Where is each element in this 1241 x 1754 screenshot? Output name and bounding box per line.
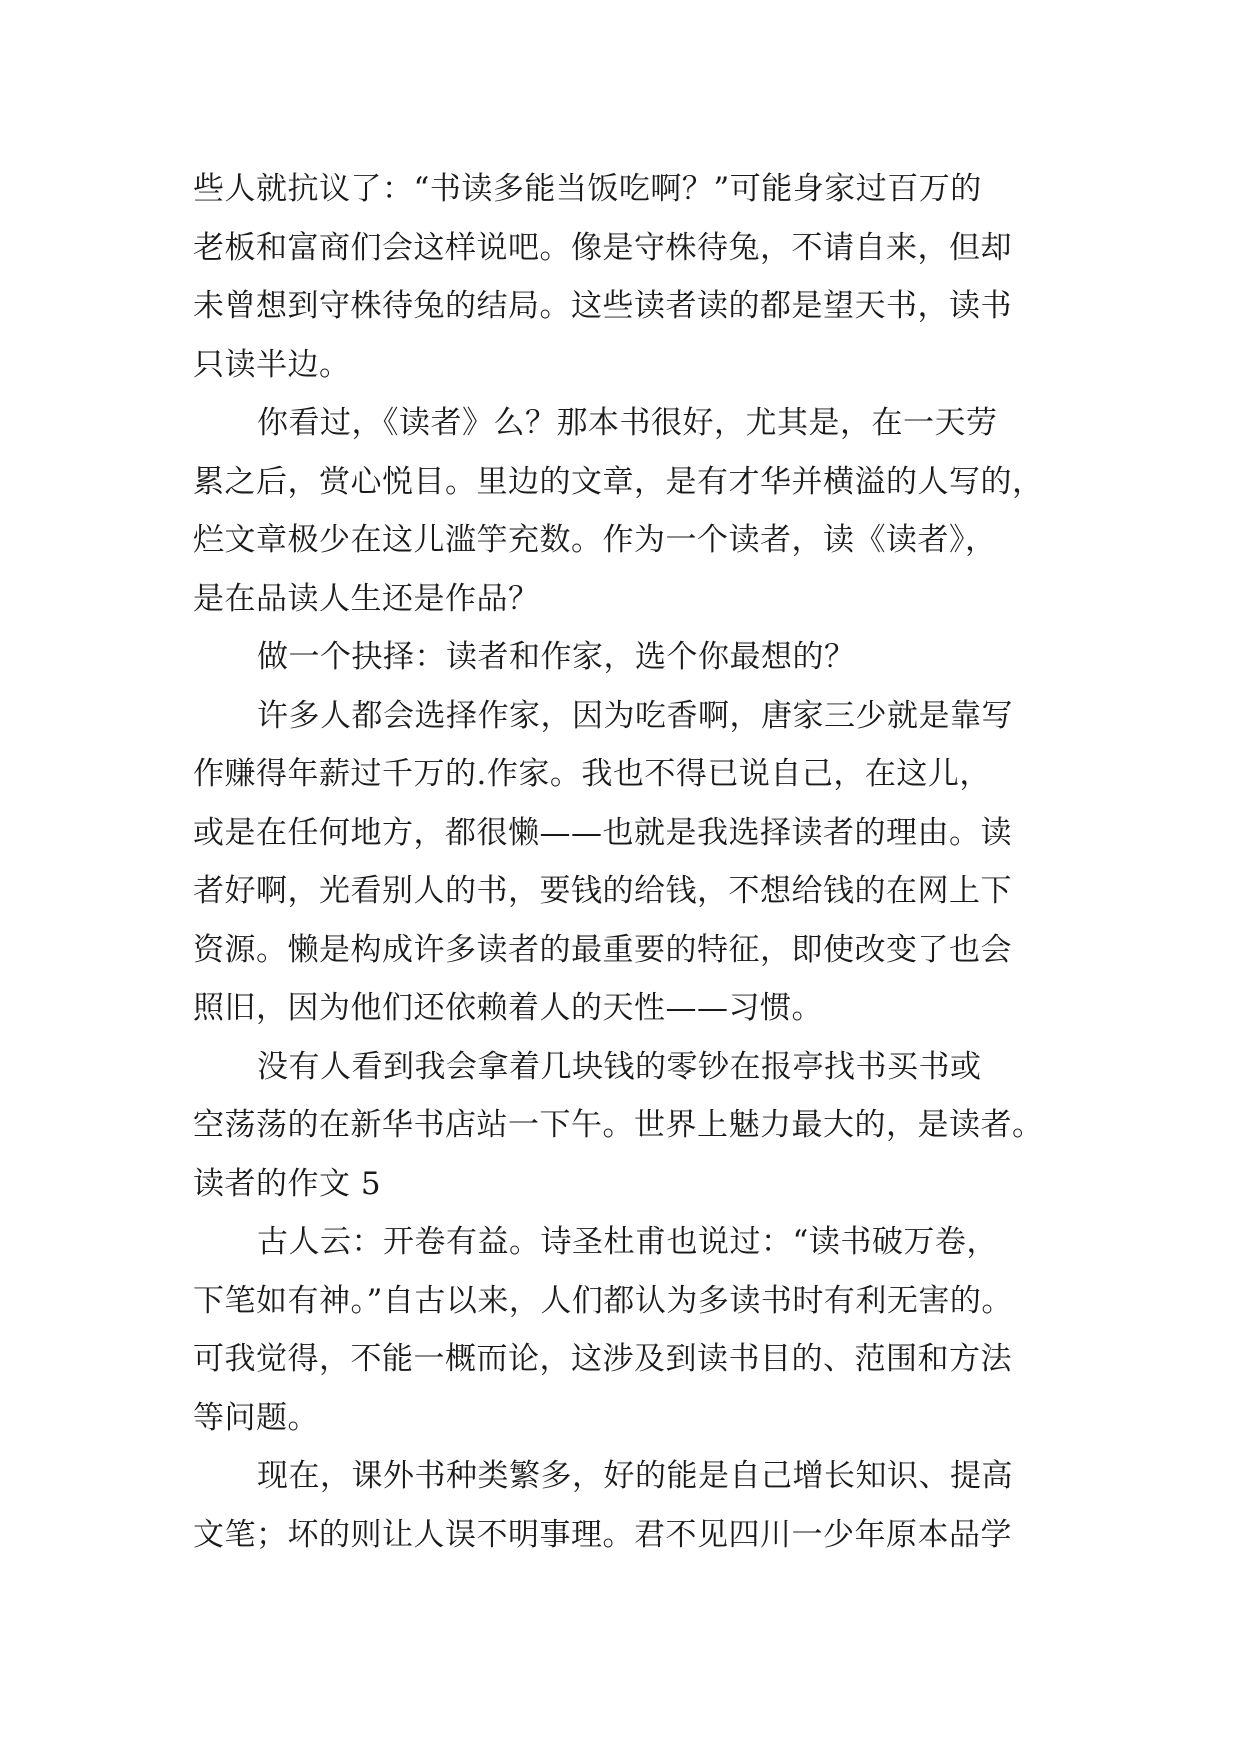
text-line: 累之后，赏心悦目。里边的文章，是有才华并横溢的人写的， bbox=[193, 463, 1044, 500]
paragraph-first-line: 你看过，《读者》么？那本书很好，尤其是，在一天劳 bbox=[257, 405, 998, 441]
paragraph-first-line: 现在，课外书种类繁多，好的能是自己增长知识、提高 bbox=[257, 1458, 1013, 1494]
text-line: 下笔如有神。”自古以来，人们都认为多读书时有利无害的。 bbox=[193, 1282, 1013, 1319]
text-line: 只读半边。 bbox=[193, 346, 351, 383]
document-body bbox=[193, 160, 1053, 1564]
section-heading: 读者的作文 5 bbox=[193, 1165, 382, 1202]
text-line: 空荡荡的在新华书店站一下午。世界上魅力最大的，是读者。 bbox=[193, 1107, 1044, 1143]
text-line: 未曾想到守株待兔的结局。这些读者读的都是望天书，读书 bbox=[193, 288, 1012, 324]
text-line: 文笔；坏的则让人误不明事理。君不见四川一少年原本品学 bbox=[193, 1516, 1012, 1553]
text-line: 烂文章极少在这儿滥竽充数。作为一个读者，读《读者》， bbox=[193, 522, 997, 558]
text-line: 可我觉得，不能一概而论，这涉及到读书目的、范围和方法 bbox=[193, 1341, 1012, 1377]
paragraph-first-line: 许多人都会选择作家，因为吃香啊，唐家三少就是靠写 bbox=[257, 697, 1013, 734]
text-line: 或是在任何地方，都很懒——也就是我选择读者的理由。读 bbox=[193, 814, 1012, 851]
paragraph-first-line: 没有人看到我会拿着几块钱的零钞在报亭找书买书或 bbox=[257, 1048, 982, 1085]
text-line: 作赚得年薪过千万的.作家。我也不得已说自己，在这儿， bbox=[193, 756, 991, 792]
text-line: 照旧，因为他们还依赖着人的天性——习惯。 bbox=[193, 990, 823, 1026]
paragraph-first-line: 做一个抉择：读者和作家，选个你最想的？ bbox=[257, 639, 856, 675]
text-line: 者好啊，光看别人的书，要钱的给钱，不想给钱的在网上下 bbox=[193, 873, 1012, 909]
text-line: 资源。懒是构成许多读者的最重要的特征，即使改变了也会 bbox=[193, 931, 1012, 968]
text-line: 是在品读人生还是作品？ bbox=[193, 580, 540, 617]
text-line: 老板和富商们会这样说吧。像是守株待兔，不请自来，但却 bbox=[193, 229, 1012, 266]
text-line: 等问题。 bbox=[193, 1399, 319, 1436]
paragraph-first-line: 古人云：开卷有益。诗圣杜甫也说过：“读书破万卷， bbox=[257, 1224, 998, 1260]
text-line: 些人就抗议了：“书读多能当饭吃啊？”可能身家过百万的 bbox=[193, 171, 982, 207]
